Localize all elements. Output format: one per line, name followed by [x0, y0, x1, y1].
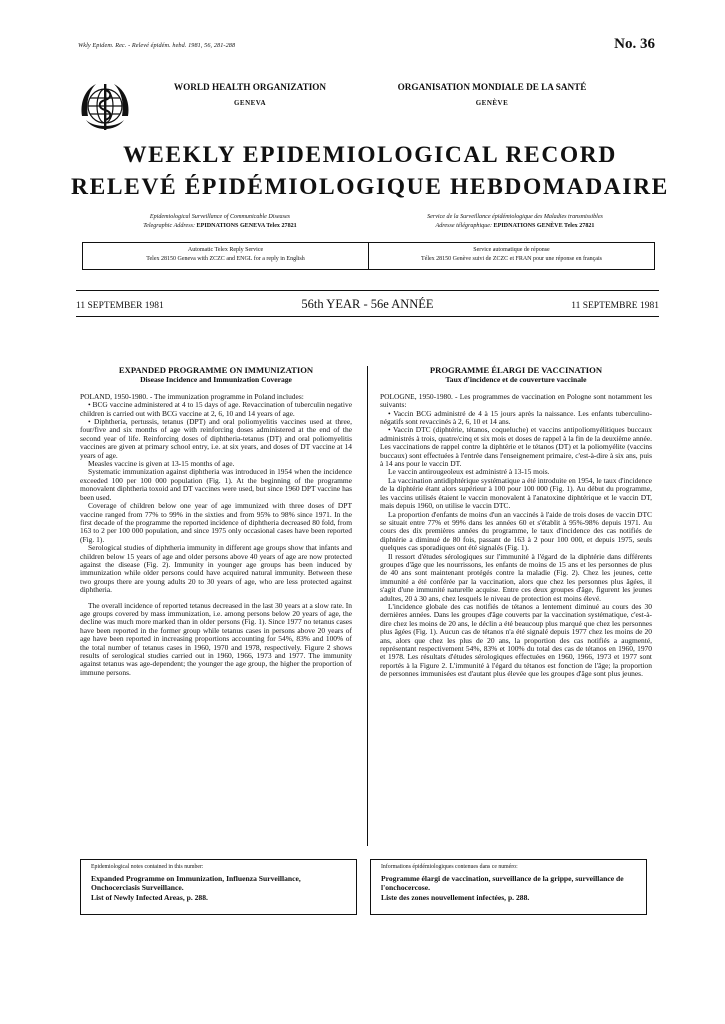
date-en: 11 SEPTEMBER 1981	[76, 301, 164, 311]
paragraph: Serological studies of diphtheria immunity in different age groups show that infants and children below 15 years of age and older persons above 40 years of age are now protected against the disease (Fig. 2). Immunity in younger age groups has been induced by immunization while older persons could have acquired natural immunity. Between these two groups there are young adults 20 to 30 years of age, who are less protected against diphtheria.	[80, 543, 352, 595]
divider-top	[76, 290, 659, 291]
contents-item-en: Expanded Programme on Immunization, Influenza Surveillance, Onchocerciasis Surveillance.	[91, 873, 301, 893]
telex-text-en: Telex 28150 Geneva with ZCZC and ENGL for a reply in English	[146, 256, 305, 262]
article-fr	[380, 366, 652, 679]
telegraph-label-fr: Adresse télégraphique:	[435, 223, 494, 229]
paragraph: POLAND, 1950-1980. - The immunization programme in Poland includes:	[80, 391, 304, 401]
paragraph: Il ressort d'études sérologiques sur l'immunité à l'égard de la diphtérie dans différents groupes d'âge que les nourrissons, les enfants de moins de 15 ans et les personnes de plus de 40 ans sont maintenant protégés contre la maladie (Fig. 2). Chez les jeunes, cette immunité a été conférée par la vaccination, alors que chez les personnes plus âgées, il s'agit d'une immunité naturelle acquise. Entre ces deux groupes d'âge, figurent les jeunes adultes, 20 à 30 ans, chez lesquels le niveau de protection est moins élevé.	[380, 551, 652, 603]
article-en	[80, 366, 352, 677]
contents-heading-fr: Informations épidémiologiques contenues dans ce numéro:	[381, 864, 518, 870]
paragraph: Systematic immunization against diphtheria was introduced in 1954 when the incidence exceeded 100 per 100 000 population (Fig. 1). At the beginning of the programme monovalent diphtheria toxoid and DT vaccines were used, but since 1960 DPT vaccine has been used.	[80, 467, 352, 502]
date-bar	[76, 297, 659, 312]
paragraph: The overall incidence of reported tetanus decreased in the last 30 years at a slow rate. In age groups covered by mass immunization, i.e. among persons below 20 years of age, the decline was much more marked than in older persons (Fig. 1). Since 1977 no tetanus cases have been reported in the former group while tetanus cases in persons above 20 years of age have been reported in increasing proportions accounting for 54%, 83% and 100% of the total number of tetanus cases in 1960, 1970 and 1978, respectively. Figure 2 shows results of serological studies carried out in 1960, 1966, 1973 and 1977. The immunity against tetanus was age-dependent; the younger the age group, the higher the proportion of immune persons.	[80, 600, 352, 677]
service-line-en: Epidemiological Surveillance of Communicable Diseases	[149, 214, 291, 220]
contents-item-en: List of Newly Infected Areas, p. 288.	[91, 892, 208, 902]
org-name-en	[160, 82, 340, 107]
org-city-en: GENEVA	[233, 99, 267, 107]
record-title-fr: RELEVÉ ÉPIDÉMIOLOGIQUE HEBDOMADAIRE	[71, 174, 669, 200]
paragraph: La vaccination antidiphtérique systématique a été introduite en 1954, le taux d'incidence de la diphtérie étant alors supérieur à 100 pour 100 000 (Fig. 1). Au début du programme, les vaccins utilisés étaient le vaccin monovalent à l'anatoxine diphtérique et le vaccin DT, mais depuis 1960, on utilise le vaccin DTC.	[380, 475, 652, 511]
org-city-fr: GENÈVE	[475, 99, 509, 107]
paragraph: L'incidence globale des cas notifiés de tétanos a lentement diminué au cours des 30 dernières années. Dans les groupes d'âge couverts par la vaccination systématique, c'est-à-dire chez les moins de 20 ans, le déclin a été beaucoup plus marqué que chez les personnes plus âgées (Fig. 1). Aucun cas de tétanos n'a été signalé depuis 1977 chez les moins de 20 ans, alors que chez les plus de 20 ans, la proportion des cas notifiés a augmenté, représentant respectivement 54%, 83% et 100% du total des cas de tétanos en 1960, 1970 et 1978. Les résultats d'études sérologiques effectuées en 1960, 1966, 1973 et 1977 sont reportés à la Figure 2. L'immunité à l'égard du tétanos est fonction de l'âge; la proportion de personnes immunisées est d'autant plus élevée que les groupes d'âge sont plus jeunes.	[380, 601, 652, 679]
column-divider	[367, 366, 368, 846]
telegraph-line-fr	[375, 222, 655, 231]
telex-box	[82, 242, 655, 270]
issue-number: No. 36	[614, 36, 655, 52]
service-info-en	[90, 213, 350, 231]
contents-heading-en: Epidemiological notes contained in this number:	[91, 864, 204, 870]
contents-item-fr: Liste des zones nouvellement infectées, p. 288.	[381, 892, 530, 902]
article-subtitle-fr: Taux d'incidence et de couverture vaccinale	[445, 375, 587, 385]
telegraph-label-en: Telegraphic Address:	[143, 223, 197, 229]
telex-cell-fr	[368, 243, 654, 269]
paragraph: • BCG vaccine administered at 4 to 15 days of age. Revaccination of tuberculin negative children is carried out with BCG vaccine at 2, 6, 10 and 14 years of age.	[80, 400, 352, 418]
org-title-fr: ORGANISATION MONDIALE DE LA SANTÉ	[397, 82, 587, 92]
telex-cell-en	[83, 243, 368, 269]
paragraph: POLOGNE, 1950-1980. - Les programmes de vaccination en Pologne sont notamment les suivants:	[380, 391, 652, 410]
telex-title-fr: Service automatique de réponse	[473, 247, 550, 253]
date-fr: 11 SEPTEMBRE 1981	[571, 301, 659, 311]
telegraph-value-en: EPIDNATIONS GENEVA Telex 27821	[196, 223, 297, 229]
article-title-en: EXPANDED PROGRAMME ON IMMUNIZATION	[118, 365, 314, 375]
org-title-en: WORLD HEALTH ORGANIZATION	[173, 82, 327, 92]
who-emblem-icon	[74, 76, 136, 138]
paragraph: Le vaccin antirougeoleux est administré à 13-15 mois.	[388, 467, 550, 477]
service-line-fr: Service de la Surveillance épidémiologique des Maladies transmissibles	[427, 214, 603, 220]
paragraph: Measles vaccine is given at 13-15 months of age.	[88, 459, 235, 469]
telegraph-value-fr: EPIDNATIONS GENÈVE Telex 27821	[493, 223, 595, 229]
divider-bottom	[76, 316, 659, 317]
contents-item-fr: Programme élargi de vaccination, surveillance de la grippe, surveillance de l'onchocercose.	[381, 873, 624, 893]
contents-box-en	[80, 859, 357, 915]
paragraph: • Vaccin DTC (diphtérie, tétanos, coqueluche) et vaccins antipoliomyélitiques buccaux administrés à trois, quatre/cinq et six mois et doses de rappel à la fin de la deuxième année. Les vaccinations de rappel contre la diphtérie et le tétanos (DT) et la poliomyélite (vaccins buccaux) sont effectuées à l'entrée dans l'enseignement primaire, c'est-à-dire à six ans, puis à 14 ans pour le vaccin DT.	[380, 425, 652, 469]
paragraph: Coverage of children below one year of age immunized with three doses of DPT vaccine ranged from 77% to 99% in the sixties and from 95% to 98% since 1971. In the first decade of the programme the reported incidence of diphtheria decreased 80 fold, from 163 to 2 per 100 000 population, and since 1975 only occasional cases have been reported (Fig. 1).	[80, 501, 352, 544]
article-title-fr: PROGRAMME ÉLARGI DE VACCINATION	[429, 365, 603, 375]
paragraph: • Vaccin BCG administré de 4 à 15 jours après la naissance. Les enfants tuberculino-négatifs sont revaccinés à 2, 6, 10 et 14 ans.	[380, 408, 652, 427]
paragraph: • Diphtheria, pertussis, tetanus (DPT) and oral poliomyelitis vaccines used at three, four/five and six months of age with reinforcing doses administered at the end of the second year of life. Reinforcing doses of diphtheria-tetanus (DT) and oral poliomyelitis vaccines are given at primary school entry, i.e. at six years, and doses of DT vaccine at 14 years of age.	[80, 417, 352, 460]
citation: Wkly Epidem. Rec. - Relevé épidém. hebd. 1981, 56, 281-288	[78, 42, 236, 49]
telegraph-line-en	[90, 222, 350, 231]
article-subtitle-en: Disease Incidence and Immunization Coverage	[140, 375, 292, 385]
record-title-en: WEEKLY EPIDEMIOLOGICAL RECORD	[123, 142, 617, 168]
service-info-fr	[375, 213, 655, 231]
org-name-fr	[392, 82, 592, 107]
telex-text-fr: Télex 28150 Genève suivi de ZCZC et FRAN pour une réponse en français	[421, 256, 602, 262]
contents-box-fr	[370, 859, 647, 915]
volume-year: 56th YEAR - 56e ANNÉE	[301, 297, 434, 311]
paragraph: La proportion d'enfants de moins d'un an vaccinés à l'aide de trois doses de vaccin DTC se situait entre 77% et 99% dans les années 60 et s'établit à 95%-98% depuis 1971. Au cours des dix premières années du programme, le taux d'incidence des cas notifiés de diphtérie a diminué de 80 fois, passant de 163 à 2 pour 100 000, et depuis 1975, seuls quelques cas sporadiques ont été signalés (Fig. 1).	[380, 509, 652, 553]
telex-title-en: Automatic Telex Reply Service	[187, 247, 264, 253]
